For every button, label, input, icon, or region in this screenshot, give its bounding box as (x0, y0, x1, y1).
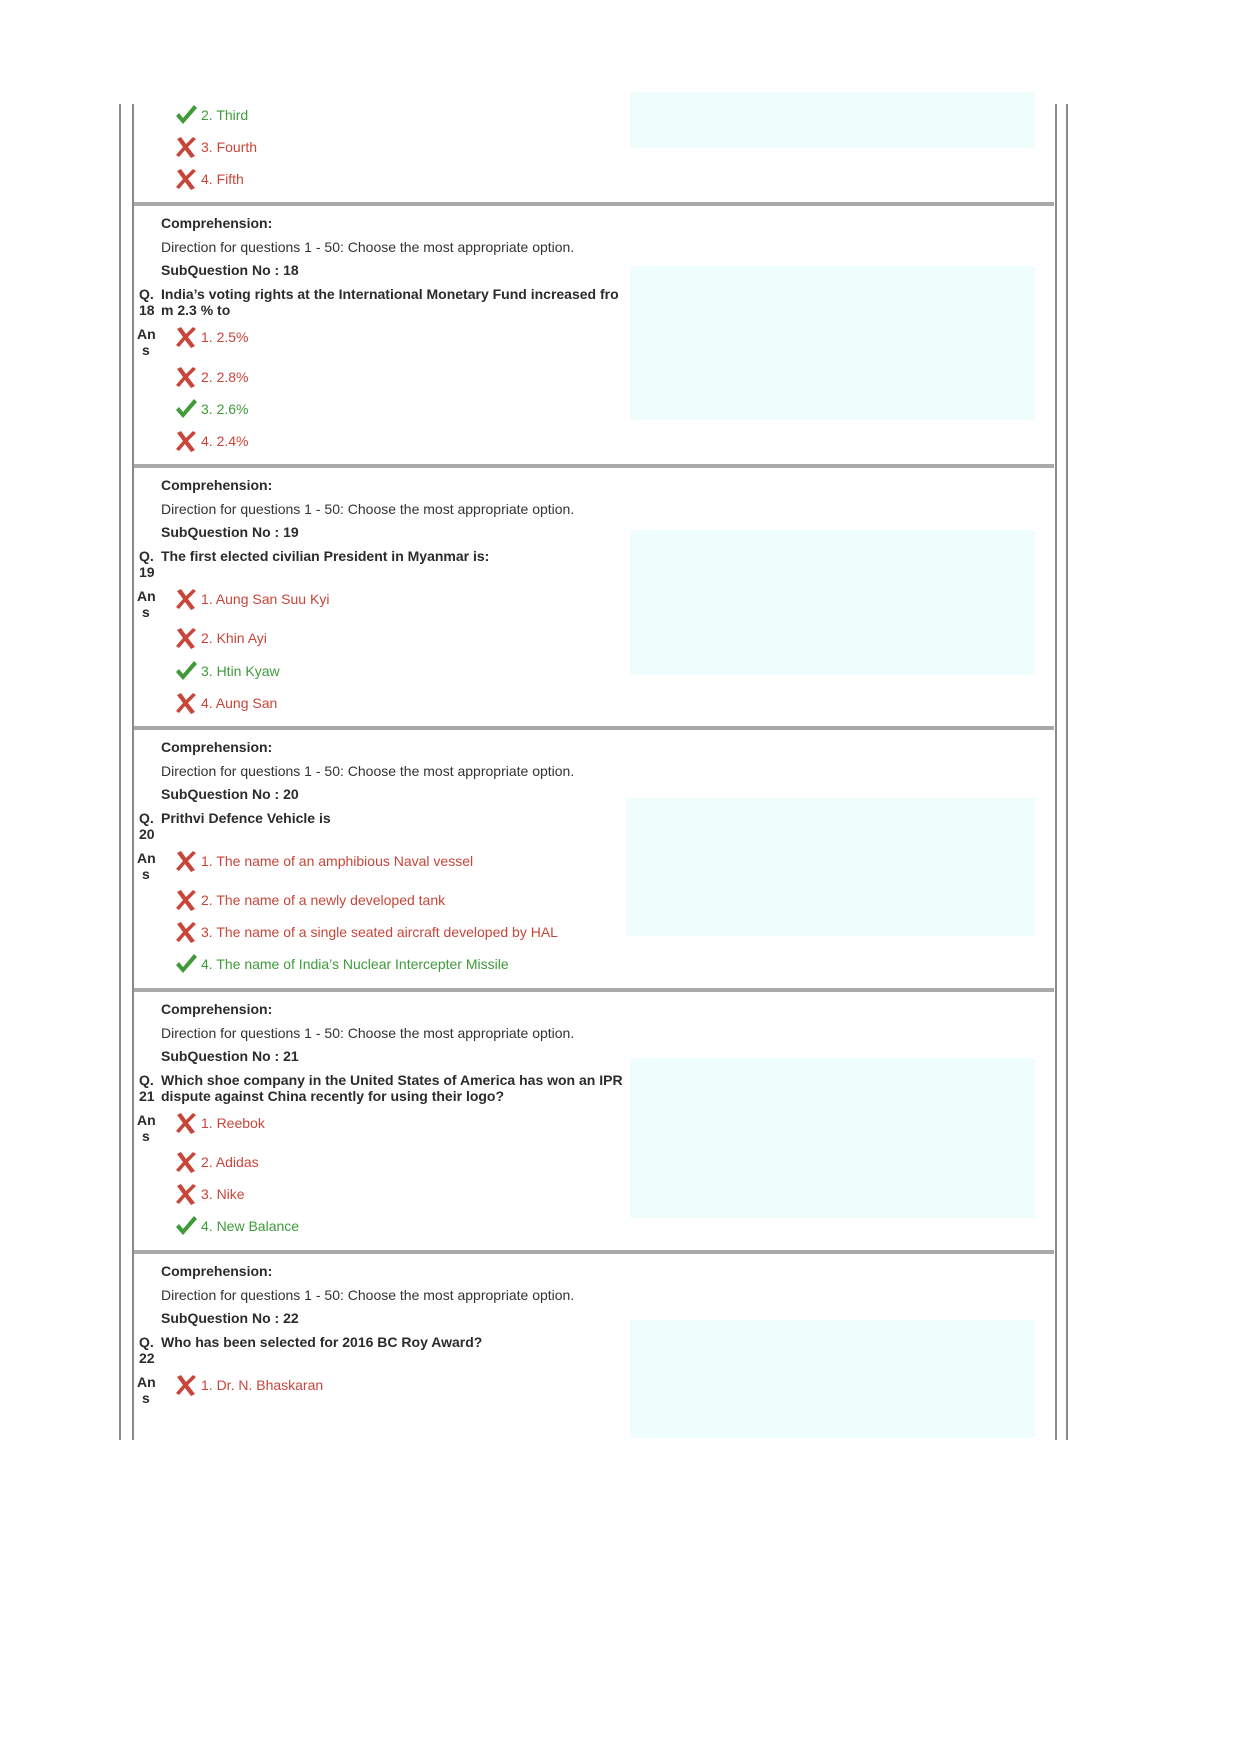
direction-text: Direction for questions 1 - 50: Choose the most appropriate option. (161, 763, 575, 779)
option-row (173, 888, 445, 912)
direction-text: Direction for questions 1 - 50: Choose the most appropriate option. (161, 501, 575, 517)
comprehension-label: Comprehension: (161, 739, 273, 755)
question-separator (134, 988, 1054, 992)
question-number: 19 (139, 564, 155, 580)
ans-label-cont: s (142, 1390, 150, 1406)
cross-icon (173, 920, 199, 944)
subquestion-number: SubQuestion No : 20 (161, 786, 299, 802)
question-text-line1: India’s voting rights at the International Monetary Fund increased fro (161, 286, 619, 302)
option-row (173, 135, 257, 159)
ans-label-cont: s (142, 866, 150, 882)
cross-icon (173, 691, 199, 715)
option-label: 2. Adidas (201, 1154, 259, 1170)
option-label: 3. Nike (201, 1186, 245, 1202)
option-label: 4. Fifth (201, 171, 244, 187)
check-icon (173, 103, 199, 127)
option-label: 2. Third (201, 107, 249, 123)
option-row (173, 1111, 265, 1135)
option-row (173, 920, 558, 944)
option-label: 1. The name of an amphibious Naval vessel (201, 853, 474, 869)
option-row (173, 167, 244, 191)
ans-label: An (137, 1112, 156, 1128)
option-label: 1. Dr. N. Bhaskaran (201, 1377, 324, 1393)
answer-shade (626, 798, 1035, 936)
cross-icon (173, 1182, 199, 1206)
cross-icon (173, 365, 199, 389)
option-row (173, 1373, 323, 1397)
option-label: 1. Reebok (201, 1115, 265, 1131)
comprehension-label: Comprehension: (161, 1263, 273, 1279)
question-prefix: Q. (139, 1334, 154, 1350)
cross-icon (173, 849, 199, 873)
cross-icon (173, 135, 199, 159)
option-row (173, 429, 248, 453)
option-label: 1. Aung San Suu Kyi (201, 591, 330, 607)
direction-text: Direction for questions 1 - 50: Choose the most appropriate option. (161, 1287, 575, 1303)
question-separator (134, 464, 1054, 468)
check-icon (173, 1214, 199, 1238)
option-row (173, 365, 248, 389)
cross-icon (173, 1373, 199, 1397)
question-text-line2: m 2.3 % to (161, 302, 231, 318)
cross-icon (173, 167, 199, 191)
option-row (173, 103, 248, 127)
option-row (173, 849, 473, 873)
question-text-line1: Which shoe company in the United States of America has won an IPR (161, 1072, 623, 1088)
subquestion-number: SubQuestion No : 21 (161, 1048, 299, 1064)
option-row (173, 1214, 299, 1238)
cross-icon (173, 888, 199, 912)
option-row (173, 1182, 245, 1206)
option-row (173, 659, 280, 683)
question-text-line2: dispute against China recently for using their logo? (161, 1088, 505, 1104)
option-label: 3. The name of a single seated aircraft developed by HAL (201, 924, 558, 940)
ans-label-cont: s (142, 1128, 150, 1144)
option-label: 3. Fourth (201, 139, 258, 155)
comprehension-label: Comprehension: (161, 215, 273, 231)
direction-text: Direction for questions 1 - 50: Choose the most appropriate option. (161, 1025, 575, 1041)
ans-label-cont: s (142, 604, 150, 620)
question-text-line1: The first elected civilian President in Myanmar is: (161, 548, 490, 564)
cross-icon (173, 626, 199, 650)
cross-icon (173, 325, 199, 349)
question-prefix: Q. (139, 1072, 154, 1088)
frame-right-inner (1055, 104, 1057, 1440)
question-prefix: Q. (139, 548, 154, 564)
question-number: 22 (139, 1350, 155, 1366)
option-row (173, 397, 248, 421)
check-icon (173, 397, 199, 421)
option-label: 4. Aung San (201, 695, 278, 711)
option-row (173, 587, 329, 611)
answer-shade (630, 92, 1035, 148)
option-row (173, 691, 277, 715)
option-label: 2. Khin Ayi (201, 630, 267, 646)
option-row (173, 952, 509, 976)
answer-shade (630, 530, 1035, 675)
frame-right-outer (1066, 104, 1068, 1440)
ans-label: An (137, 850, 156, 866)
check-icon (173, 952, 199, 976)
question-number: 18 (139, 302, 155, 318)
ans-label: An (137, 588, 156, 604)
question-separator (134, 1250, 1054, 1254)
question-prefix: Q. (139, 286, 154, 302)
question-number: 21 (139, 1088, 155, 1104)
ans-label-cont: s (142, 342, 150, 358)
ans-label: An (137, 1374, 156, 1390)
cross-icon (173, 1150, 199, 1174)
question-text-line1: Prithvi Defence Vehicle is (161, 810, 331, 826)
question-text-line1: Who has been selected for 2016 BC Roy Award? (161, 1334, 483, 1350)
subquestion-number: SubQuestion No : 18 (161, 262, 299, 278)
option-label: 4. 2.4% (201, 433, 249, 449)
comprehension-label: Comprehension: (161, 477, 273, 493)
cross-icon (173, 1111, 199, 1135)
answer-shade (630, 266, 1035, 420)
ans-label: An (137, 326, 156, 342)
option-label: 4. The name of India’s Nuclear Intercepter Missile (201, 956, 509, 972)
option-row (173, 626, 267, 650)
comprehension-label: Comprehension: (161, 1001, 273, 1017)
cross-icon (173, 587, 199, 611)
question-prefix: Q. (139, 810, 154, 826)
answer-shade (630, 1320, 1035, 1438)
subquestion-number: SubQuestion No : 19 (161, 524, 299, 540)
option-label: 2. The name of a newly developed tank (201, 892, 446, 908)
question-number: 20 (139, 826, 155, 842)
option-row (173, 1150, 259, 1174)
answer-shade (630, 1058, 1035, 1218)
question-separator (134, 726, 1054, 730)
frame-left-inner (132, 104, 134, 1440)
question-separator (134, 202, 1054, 206)
direction-text: Direction for questions 1 - 50: Choose the most appropriate option. (161, 239, 575, 255)
check-icon (173, 659, 199, 683)
option-label: 4. New Balance (201, 1218, 300, 1234)
option-label: 3. 2.6% (201, 401, 249, 417)
option-label: 1. 2.5% (201, 329, 249, 345)
cross-icon (173, 429, 199, 453)
option-label: 3. Htin Kyaw (201, 663, 280, 679)
option-row (173, 325, 248, 349)
option-label: 2. 2.8% (201, 369, 249, 385)
frame-left-outer (119, 104, 121, 1440)
subquestion-number: SubQuestion No : 22 (161, 1310, 299, 1326)
